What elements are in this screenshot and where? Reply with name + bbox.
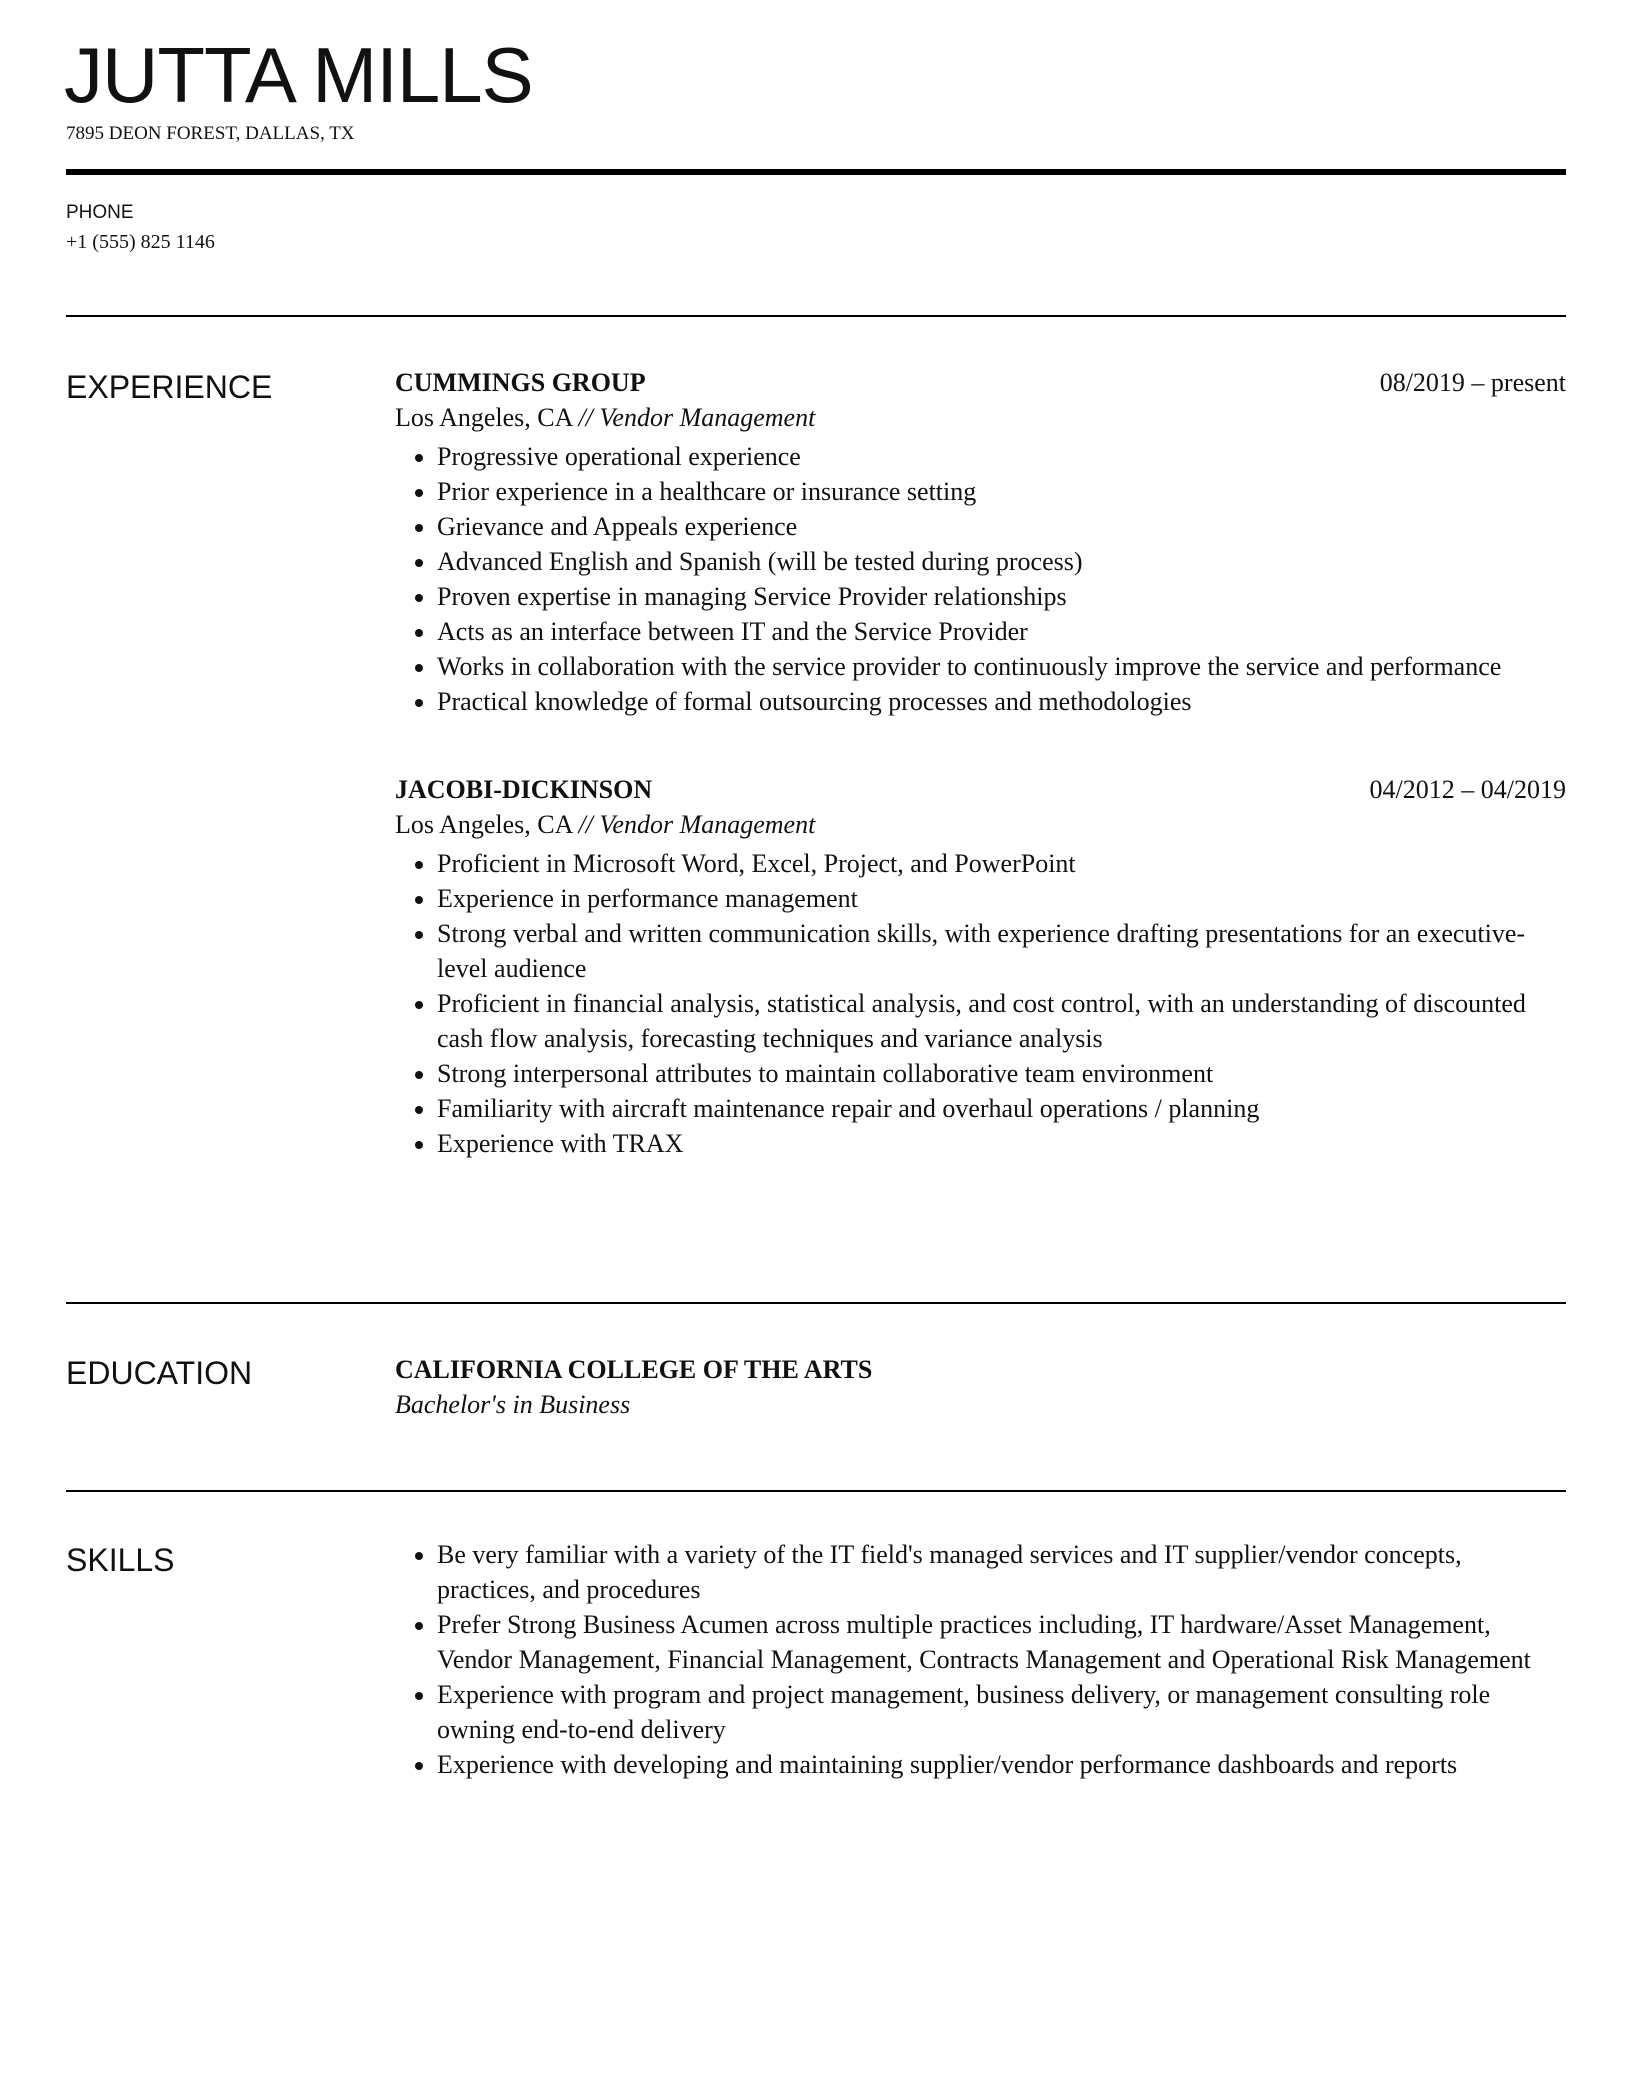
list-item: • Acts as an interface between IT and the Service Provider xyxy=(437,614,1566,649)
section-divider xyxy=(66,1302,1566,1304)
separator: // xyxy=(578,403,593,432)
company-name: JACOBI-DICKINSON xyxy=(395,775,653,804)
phone-value: +1 (555) 825 1146 xyxy=(66,231,215,253)
experience-title: EXPERIENCE xyxy=(66,369,273,405)
phone-label: PHONE xyxy=(66,202,134,223)
list-item: • Proficient in financial analysis, statistical analysis, and cost control, with an understanding of discounted cash flow analysis, forecasting techniques and variance analysis xyxy=(437,986,1566,1056)
list-item: • Progressive operational experience xyxy=(437,439,1566,474)
list-item: • Proficient in Microsoft Word, Excel, Project, and PowerPoint xyxy=(437,846,1566,881)
address: 7895 DEON FOREST, DALLAS, TX xyxy=(66,123,355,144)
job-location: Los Angeles, CA xyxy=(395,810,572,839)
list-item: • Grievance and Appeals experience xyxy=(437,509,1566,544)
list-item: • Strong verbal and written communication skills, with experience drafting presentations for an executive-level audience xyxy=(437,916,1566,986)
skills-title: SKILLS xyxy=(66,1542,175,1578)
list-item: • Strong interpersonal attributes to maintain collaborative team environment xyxy=(437,1056,1566,1091)
list-item: • Experience with developing and maintaining supplier/vendor performance dashboards and reports xyxy=(437,1747,1566,1782)
degree: Bachelor's in Business xyxy=(395,1390,631,1419)
list-item: • Practical knowledge of formal outsourcing processes and methodologies xyxy=(437,684,1566,719)
job-bullets xyxy=(395,846,1566,1161)
list-item: • Familiarity with aircraft maintenance repair and overhaul operations / planning xyxy=(437,1091,1566,1126)
header-divider xyxy=(66,169,1566,175)
job-dates: 08/2019 – present xyxy=(1379,368,1566,397)
education-section xyxy=(395,1352,1566,1422)
experience-section xyxy=(395,365,1566,1161)
skills-list xyxy=(395,1537,1566,1782)
list-item: • Experience with program and project management, business delivery, or management consulting role owning end-to-end delivery xyxy=(437,1677,1566,1747)
list-item: • Proven expertise in managing Service Provider relationships xyxy=(437,579,1566,614)
list-item: • Prefer Strong Business Acumen across multiple practices including, IT hardware/Asset Management, Vendor Management, Financial Management, Contracts Management and Operational Risk Management xyxy=(437,1607,1566,1677)
job-location: Los Angeles, CA xyxy=(395,403,572,432)
job-role: Vendor Management xyxy=(599,403,816,432)
school-name: CALIFORNIA COLLEGE OF THE ARTS xyxy=(395,1355,873,1384)
separator: // xyxy=(578,810,593,839)
list-item: • Works in collaboration with the service provider to continuously improve the service and performance xyxy=(437,649,1566,684)
list-item: • Prior experience in a healthcare or insurance setting xyxy=(437,474,1566,509)
list-item: • Experience in performance management xyxy=(437,881,1566,916)
candidate-name: JUTTA MILLS xyxy=(64,31,533,119)
list-item: • Be very familiar with a variety of the IT field's managed services and IT supplier/vendor concepts, practices, and procedures xyxy=(437,1537,1566,1607)
job-entry xyxy=(395,772,1566,1161)
list-item: • Advanced English and Spanish (will be tested during process) xyxy=(437,544,1566,579)
section-divider xyxy=(66,1490,1566,1492)
job-bullets xyxy=(395,439,1566,719)
skills-section xyxy=(395,1537,1566,1782)
company-name: CUMMINGS GROUP xyxy=(395,368,646,397)
job-dates: 04/2012 – 04/2019 xyxy=(1369,775,1566,804)
job-entry xyxy=(395,365,1566,719)
list-item: • Experience with TRAX xyxy=(437,1126,1566,1161)
section-divider xyxy=(66,315,1566,317)
job-role: Vendor Management xyxy=(599,810,816,839)
education-title: EDUCATION xyxy=(66,1355,253,1391)
